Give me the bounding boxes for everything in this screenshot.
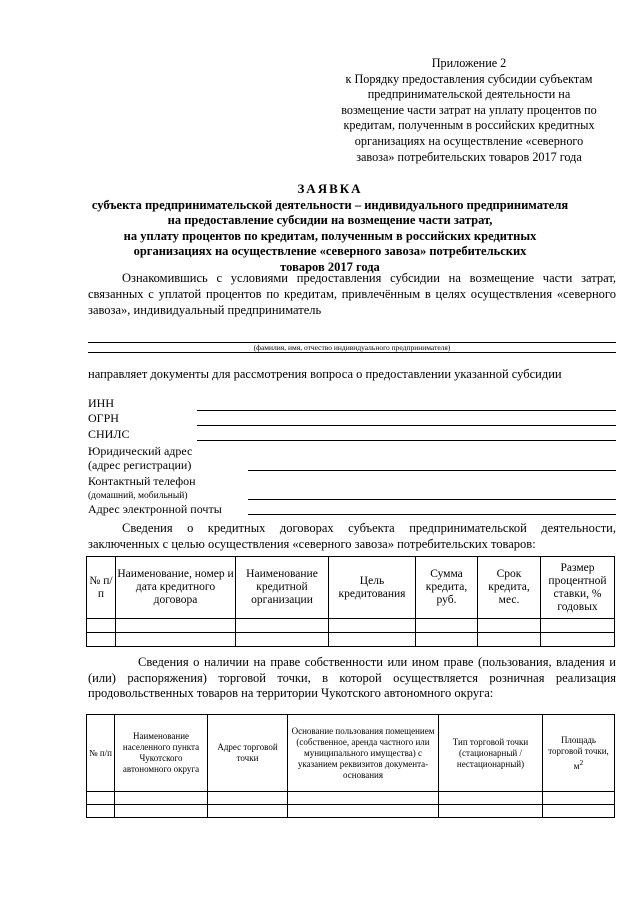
property-table: [86, 714, 615, 818]
table-cell[interactable]: [478, 619, 541, 633]
annex-line: Приложение 2: [431, 56, 507, 70]
legal-address-label: Юридический адрес: [88, 444, 193, 458]
name-caption: (фамилия, имя, отчество индивидуального предпринимателя): [253, 343, 451, 352]
table-cell[interactable]: [416, 633, 478, 647]
inn-field[interactable]: [197, 410, 616, 411]
table-cell[interactable]: [87, 805, 115, 818]
title-line: субъекта предпринимательской деятельности – индивидуального предпринимателя: [91, 197, 569, 212]
col-number: № п/п: [87, 557, 116, 619]
table-cell[interactable]: [236, 633, 329, 647]
table-cell[interactable]: [115, 792, 208, 805]
legal-address-field[interactable]: [248, 470, 616, 471]
table-header-row: [87, 557, 615, 619]
table-cell[interactable]: [478, 633, 541, 647]
intro-paragraph: [88, 270, 616, 318]
table-row[interactable]: [87, 805, 615, 818]
table-cell[interactable]: [116, 619, 236, 633]
title-line: на уплату процентов по кредитам, полученным в российских кредитных: [123, 228, 537, 243]
col-number: № п/п: [87, 715, 115, 792]
table-cell[interactable]: [543, 805, 615, 818]
table-row[interactable]: [87, 633, 615, 647]
title-line: организациях на осуществление «северного завоза» потребительских: [133, 244, 527, 258]
annex-note: [323, 56, 615, 165]
email-label: Адрес электронной почты: [88, 502, 222, 516]
col-term: Срок кредита, мес.: [478, 557, 541, 619]
col-purpose: Цель кредитования: [329, 557, 416, 619]
title-line: на предоставление субсидии на возмещение части затрат,: [167, 213, 493, 227]
legal-address-sublabel: (адрес регистрации): [88, 458, 192, 472]
col-address: Адрес торговой точки: [208, 715, 288, 792]
table-cell[interactable]: [439, 792, 543, 805]
table-cell[interactable]: [208, 805, 288, 818]
col-area: [543, 715, 615, 792]
credit-table: [86, 556, 615, 647]
table-row[interactable]: [87, 792, 615, 805]
table-cell[interactable]: [87, 792, 115, 805]
col-area-label: Площадь торговой точки, м: [548, 734, 609, 771]
snils-field[interactable]: [197, 440, 616, 441]
intro-text: Ознакомившись с условиями предоставления субсидии на возмещение части затрат, связанных с уплатой процентов по кредитам, привлечённым в целях осуществления «северного завоза», индивидуальный предприниматель: [88, 271, 616, 317]
title-line: товаров 2017 года: [280, 259, 380, 274]
phone-label: Контактный телефон: [88, 474, 196, 488]
col-type: Тип торговой точки (стационарный / нестационарный): [439, 715, 543, 792]
col-amount: Сумма кредита, руб.: [416, 557, 478, 619]
col-contract: Наименование, номер и дата кредитного договора: [116, 557, 236, 619]
property-section-text: [88, 655, 616, 702]
table-cell[interactable]: [115, 805, 208, 818]
sends-text: направляет документы для рассмотрения вопроса о предоставлении указанной субсидии: [88, 367, 562, 381]
col-settlement: Наименование населенного пункта Чукотского автономного округа: [115, 715, 208, 792]
credit-section-description: Сведения о кредитных договорах субъекта предпринимательской деятельности, заключенных с целью осуществления «северного завоза» потребительских товаров:: [88, 521, 616, 551]
annex-line: завоза» потребительских товаров 2017 года: [356, 149, 582, 164]
ogrn-field[interactable]: [197, 425, 616, 426]
snils-label: СНИЛС: [88, 427, 130, 441]
annex-line: кредитам, полученным в российских кредитных: [343, 118, 595, 133]
table-cell[interactable]: [208, 792, 288, 805]
document-title: [60, 181, 600, 275]
table-cell[interactable]: [541, 619, 615, 633]
phone-sublabel: (домашний, мобильный): [88, 491, 188, 501]
table-cell[interactable]: [288, 805, 439, 818]
col-basis: Основание пользования помещением (собственное, аренда частного или муниципального имущества) с указанием реквизитов документа-основания: [288, 715, 439, 792]
annex-line: возмещение части затрат на уплату процентов по: [341, 102, 597, 117]
table-cell[interactable]: [116, 633, 236, 647]
email-field[interactable]: [248, 514, 616, 515]
table-cell[interactable]: [439, 805, 543, 818]
table-cell[interactable]: [288, 792, 439, 805]
table-row[interactable]: [87, 619, 615, 633]
credit-section-text: [88, 521, 616, 552]
table-header-row: [87, 715, 615, 792]
phone-field[interactable]: [248, 499, 616, 500]
annex-line: организациях на осуществление «северного: [354, 133, 584, 148]
col-bank: Наименование кредитной организации: [236, 557, 329, 619]
ogrn-label: ОГРН: [88, 411, 119, 425]
table-cell[interactable]: [543, 792, 615, 805]
table-cell[interactable]: [416, 619, 478, 633]
annex-line: к Порядку предоставления субсидии субъектам: [345, 71, 593, 86]
table-cell[interactable]: [329, 619, 416, 633]
area-unit-superscript: 2: [579, 757, 584, 767]
property-section-description: Сведения о наличии на праве собственности или ином праве (пользования, владения и (или) распоряжения) торговой точки, в которой осуществляется розничная реализация продовольственных товаров на территории Чукотского автономного округа:: [88, 655, 616, 700]
title-head: ЗАЯВКА: [297, 181, 363, 196]
table-cell[interactable]: [541, 633, 615, 647]
table-cell[interactable]: [236, 619, 329, 633]
table-cell[interactable]: [87, 633, 116, 647]
table-cell[interactable]: [329, 633, 416, 647]
inn-label: ИНН: [88, 396, 114, 410]
annex-line: предпринимательской деятельности на: [367, 87, 571, 102]
table-cell[interactable]: [87, 619, 116, 633]
col-rate: Размер процентной ставки, % годовых: [541, 557, 615, 619]
caption-underline: [88, 352, 616, 353]
